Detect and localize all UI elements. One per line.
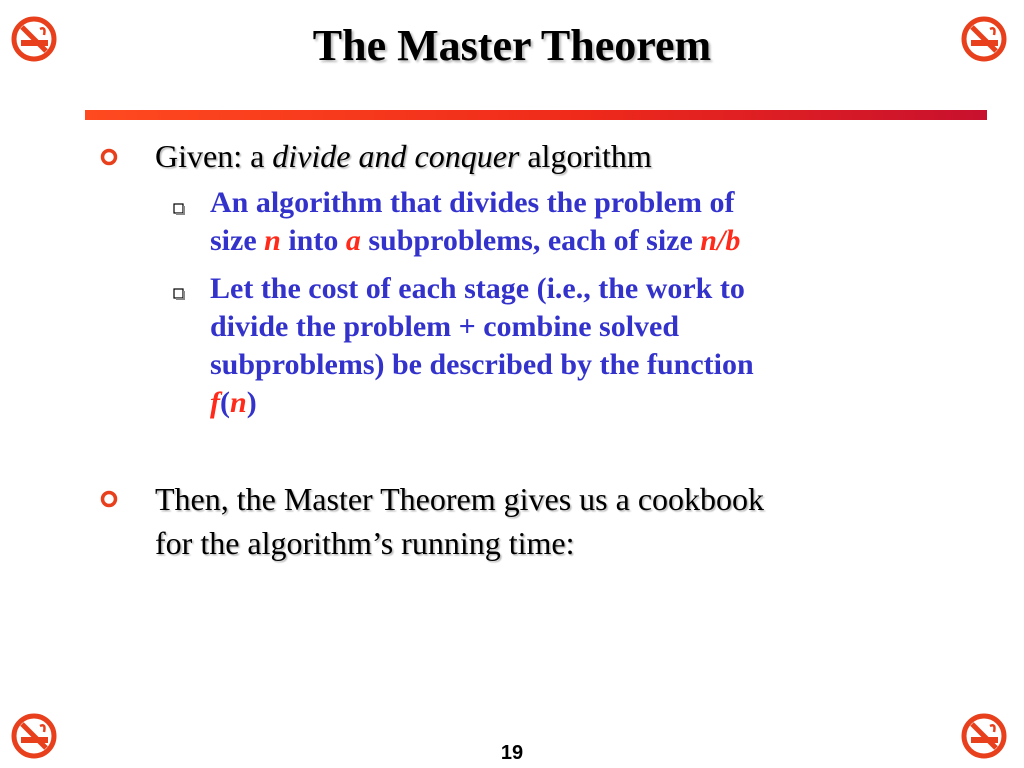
circle-bullet-icon [100,148,118,166]
bullet-1-italic: divide and conquer [272,138,520,174]
bullet-1-text [155,135,652,177]
var-a: a [345,224,361,257]
sub-bullet-2-line1: Let the cost of each stage (i.e., the work to [210,272,745,305]
sub-bullet-1-text-c: subproblems, each of size [360,224,701,257]
sub-bullet-1-text-b: into [280,224,346,257]
square-bullet-icon [172,202,186,216]
sub-bullet-2-line4 [210,384,257,422]
var-n: n [264,224,281,257]
bullet-1-prefix: Given: a [155,138,273,174]
sub-bullet-1-line2 [210,222,740,260]
square-bullet-icon [172,287,186,301]
sub-bullet-2-line2: divide the problem + combine solved [210,310,680,343]
var-n: n [230,386,247,419]
sub-bullet-2-line3: subproblems) be described by the function [210,348,754,381]
bullet-2-line1: Then, the Master Theorem gives us a cookbook [155,481,765,517]
var-n-over-b: n/b [700,224,741,257]
paren-open: ( [220,386,230,419]
title-divider [85,110,987,120]
slide-title: The Master Theorem [312,21,712,70]
bullet-1-suffix: algorithm [519,138,652,174]
paren-close: ) [246,386,257,419]
circle-bullet-icon [100,490,118,508]
sub-bullet-1-line1: An algorithm that divides the problem of [210,186,735,219]
var-f: f [210,386,220,419]
page-number: 19 [500,742,524,764]
bullet-2-line2: for the algorithm’s running time: [155,525,575,561]
sub-bullet-1-text-a: size [210,224,265,257]
